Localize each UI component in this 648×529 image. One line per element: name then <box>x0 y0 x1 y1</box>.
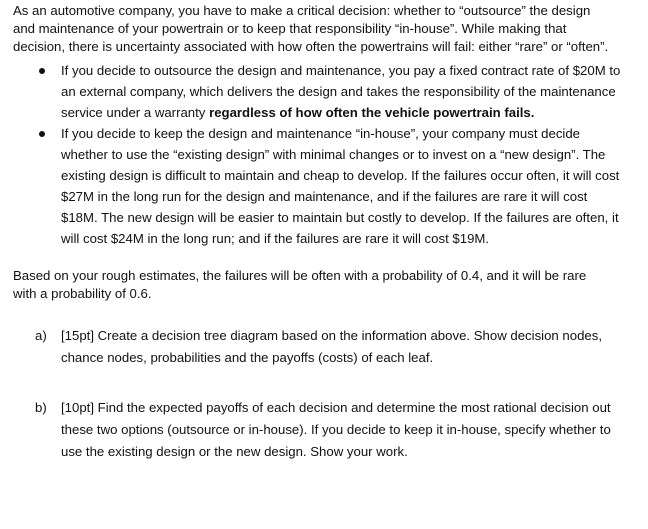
question-b <box>13 397 631 463</box>
bullet-icon <box>39 68 45 74</box>
list-item-outsource <box>13 60 621 123</box>
list-item-in-house <box>13 123 621 249</box>
question-marker: a) <box>35 328 47 343</box>
bullet-bold-text: regardless of how often the vehicle powertrain fails. <box>209 105 535 120</box>
question-text: [10pt] Find the expected payoffs of each decision and determine the most rational decision out these two options (outsource or in-house). If you decide to keep it in-house, specify whether to use the existing design or the new design. Show your work. <box>61 400 611 459</box>
intro-paragraph: As an automotive company, you have to make a critical decision: whether to “outsource” the design and maintenance of your powertrain or to keep that responsibility “in-house”. While making that decision, there is uncertainty associated with how often the powertrains will fail: either “rare” or “often”. <box>13 3 609 54</box>
bullet-text: If you decide to keep the design and maintenance “in-house”, your company must decide whether to use the “existing design” with minimal changes or to invest on a “new design”. The existing design is difficult to maintain and cheap to develop. If the failures occur often, it will cost $27M in the long run for the design and maintenance, and if the failures are rare it will cost $18M. The new design will be easier to maintain but costly to develop. If the failures are often, it will cost $24M in the long run; and if the failures are rare it will cost $19M. <box>61 126 620 246</box>
estimate-paragraph: Based on your rough estimates, the failures will be often with a probability of 0.4, and it will be rare with a probability of 0.6. <box>13 268 587 301</box>
question-a <box>13 325 631 369</box>
question-marker: b) <box>35 400 47 415</box>
question-text: [15pt] Create a decision tree diagram based on the information above. Show decision nodes, chance nodes, probabilities and the payoffs (costs) of each leaf. <box>61 328 603 365</box>
document <box>13 2 641 463</box>
options-list <box>13 60 641 249</box>
bullet-icon <box>39 131 45 137</box>
bullet-text: If you decide to outsource the design and maintenance, you pay a fixed contract rate of $20M to an external company, which delivers the design and takes the responsibility of the maintenance service under a warranty <box>61 63 621 120</box>
